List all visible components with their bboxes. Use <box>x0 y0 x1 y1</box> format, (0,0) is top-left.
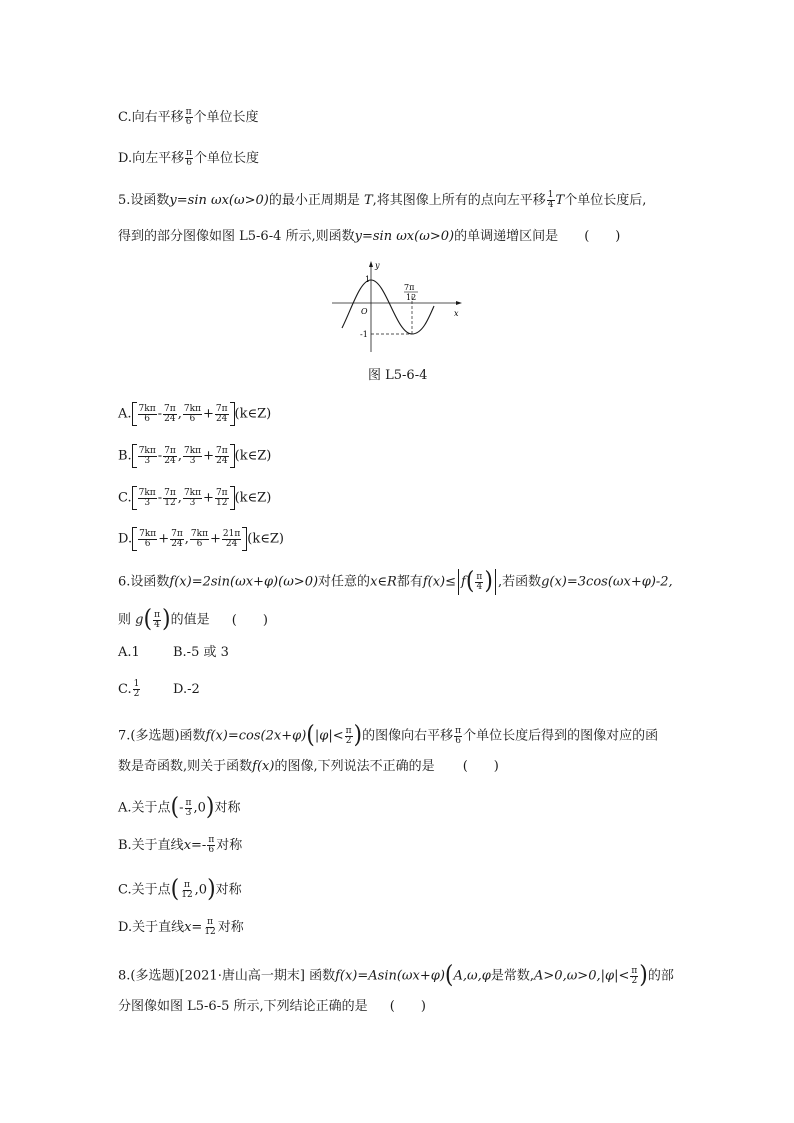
q7-option-a[interactable]: A.关于点(- $\frac{\pi}{3}$ ,0)对称 <box>118 793 241 822</box>
figure-caption: 图 L5-6-4 <box>368 368 428 383</box>
fig-x-label: x <box>454 309 459 318</box>
q4-c-frac: $\frac{\pi}{6}$ <box>185 107 192 127</box>
answer-paren: ( ) <box>231 612 268 628</box>
fig-y-label: y <box>375 261 380 270</box>
q7-option-d[interactable]: D.关于直线x= $\frac{\pi}{12}$ 对称 <box>118 917 244 937</box>
q7-stem-line2: 数是奇函数,则关于函数f(x)的图像,下列说法不正确的是 ( ) <box>118 759 499 774</box>
q5-stem-line2: 得到的部分图像如图 L5-6-4 所示,则函数y=sin ωx(ω>0)的单调递增区间是 ( ) <box>118 229 621 244</box>
q4-option-c[interactable] <box>118 108 259 128</box>
q8-stem-line1: 8.(多选题)[2021·唐山高一期末] 函数f(x)=Asin(ωx+φ)(A,ω,φ是常数,A>0,ω>0,|φ|< $\frac{\pi}{2}$ )的部 <box>118 961 674 990</box>
q4-c-unit: 个单位长度 <box>193 110 259 125</box>
q5-option-c[interactable]: C. $\frac{7k\pi}{3}$ - $\frac{7\pi}{12}$ , $\frac{7k\pi}{3}$ + $\frac{7\pi}{12}$ (k∈Z) <box>118 486 271 510</box>
answer-paren: ( ) <box>584 229 621 244</box>
q4-d-text: D.向左平移 <box>118 151 185 166</box>
sine-graph-figure <box>328 256 468 356</box>
q4-d-unit: 个单位长度 <box>194 151 260 166</box>
fig-minus-one-label: -1 <box>360 330 368 339</box>
fig-xval-num: 7π <box>404 283 415 292</box>
q6-option-c[interactable]: C. $\frac{1}{2}$ <box>118 679 140 699</box>
fig-one-label: 1 <box>365 275 371 284</box>
q6-options-row1 <box>118 643 229 663</box>
y-axis-arrow <box>369 261 373 267</box>
answer-paren: ( ) <box>389 999 426 1014</box>
q6-option-a[interactable]: A.1 <box>118 645 140 660</box>
q6-stem-line2: 则 g( $\frac{\pi}{4}$ )的值是 ( ) <box>118 605 268 634</box>
q6-option-b[interactable]: B.-5 或 3 <box>173 645 229 660</box>
q7-stem-line1: 7.(多选题)函数f(x)=cos(2x+φ)(|φ|< $\frac{\pi}{2}$ )的图像向右平移 $\frac{\pi}{6}$ 个单位长度后得到的图像对应的函 <box>118 721 659 750</box>
q7-option-b[interactable]: B.关于直线x=- $\frac{\pi}{6}$ 对称 <box>118 835 243 855</box>
q5-stem-line1: 5.设函数y=sin ωx(ω>0)的最小正周期是 T,将其图像上所有的点向左平移 $\frac{1}{4}$ T个单位长度后, <box>118 190 647 210</box>
q6-stem-line1: 6.设函数f(x)=2sin(ωx+φ)(ω>0)对任意的x∈R都有f(x)≤ f( $\frac{\pi}{4}$ ) ,若函数g(x)=3cos(ωx+φ)-2, <box>118 567 673 596</box>
q8-stem-line2: 分图像如图 L5-6-5 所示,下列结论正确的是 ( ) <box>118 999 426 1014</box>
q5-quarter-frac: $\frac{1}{4}$ <box>547 190 554 210</box>
q6-option-d[interactable]: D.-2 <box>173 682 200 697</box>
q6-options-row2 <box>118 679 200 700</box>
q7-option-c[interactable]: C.关于点( $\frac{\pi}{12}$ ,0)对称 <box>118 875 242 904</box>
q4-d-frac: $\frac{\pi}{6}$ <box>186 148 193 168</box>
q5-option-d[interactable]: D. $\frac{7k\pi}{6}$ + $\frac{7\pi}{24}$ , $\frac{7k\pi}{6}$ + $\frac{21\pi}{24}$ (k∈Z) <box>118 527 284 551</box>
fig-origin-label: O <box>361 307 368 316</box>
q4-option-d[interactable] <box>118 149 259 169</box>
q5-option-b[interactable]: B. $\frac{7k\pi}{3}$ - $\frac{7\pi}{24}$ , $\frac{7k\pi}{3}$ + $\frac{7\pi}{24}$ (k∈Z) <box>118 444 271 468</box>
x-axis-arrow <box>456 301 462 305</box>
q5-option-a[interactable]: A. $\frac{7k\pi}{6}$ - $\frac{7\pi}{24}$ , $\frac{7k\pi}{6}$ + $\frac{7\pi}{24}$ (k∈Z) <box>118 402 271 426</box>
sine-curve <box>342 280 434 334</box>
answer-paren: ( ) <box>462 759 499 774</box>
q4-c-text: C.向右平移 <box>118 110 184 125</box>
fig-xval-den: 12 <box>406 293 417 302</box>
